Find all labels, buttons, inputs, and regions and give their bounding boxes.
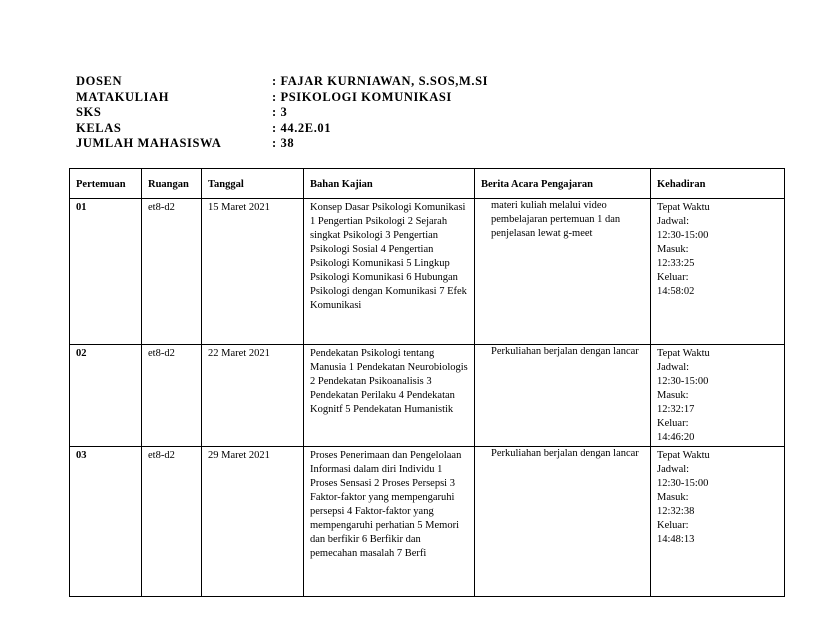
header-row-jumlah	[76, 136, 596, 152]
tanggal-cell: 29 Maret 2021	[202, 447, 304, 597]
matakuliah-label: MATAKULIAH	[76, 89, 170, 104]
kelas-label: KELAS	[76, 120, 122, 135]
keluar-label: Keluar:	[657, 520, 689, 531]
kehadiran-cell	[651, 447, 785, 597]
sks-value: : 3	[272, 105, 288, 119]
berita-acara-cell: materi kuliah melalui video pembelajaran pertemuan 1 dan penjelasan lewat g-meet	[475, 199, 651, 345]
jadwal-label: Jadwal:	[657, 362, 690, 373]
column-header: Kehadiran	[651, 169, 785, 199]
header-row-kelas	[76, 121, 596, 137]
sks-label: SKS	[76, 105, 102, 119]
column-header: Bahan Kajian	[304, 169, 475, 199]
keluar-value: 14:58:02	[657, 286, 695, 297]
column-header: Ruangan	[142, 169, 202, 199]
dosen-label: DOSEN	[76, 74, 123, 88]
kehadiran-status: Tepat Waktu	[657, 202, 710, 213]
masuk-value: 12:32:17	[657, 404, 695, 415]
bahan-kajian-cell: Pendekatan Psikologi tentang Manusia 1 Pendekatan Neurobiologis 2 Pendekatan Psikoanalisis 3 Pendekatan Perilaku 4 Pendekatan Kognitf 5 Pendekatan Humanistik	[304, 345, 475, 447]
header-row-sks	[76, 105, 596, 121]
jadwal-label: Jadwal:	[657, 216, 690, 227]
masuk-label: Masuk:	[657, 390, 689, 401]
matakuliah-value: : PSIKOLOGI KOMUNIKASI	[272, 89, 452, 104]
table-row	[70, 345, 785, 447]
tanggal-cell: 22 Maret 2021	[202, 345, 304, 447]
pertemuan-cell: 02	[70, 345, 142, 447]
pertemuan-cell: 03	[70, 447, 142, 597]
masuk-label: Masuk:	[657, 244, 689, 255]
jumlah-value: : 38	[272, 136, 295, 150]
table-row	[70, 447, 785, 597]
attendance-table	[69, 168, 785, 597]
kehadiran-cell	[651, 199, 785, 345]
kehadiran-status: Tepat Waktu	[657, 348, 710, 359]
header-row-matakuliah	[76, 90, 596, 106]
jadwal-value: 12:30-15:00	[657, 230, 709, 241]
jumlah-label: JUMLAH MAHASISWA	[76, 136, 222, 150]
column-header: Tanggal	[202, 169, 304, 199]
jadwal-label: Jadwal:	[657, 464, 690, 475]
document-header	[76, 74, 596, 152]
masuk-value: 12:32:38	[657, 506, 695, 517]
bahan-kajian-cell: Konsep Dasar Psikologi Komunikasi 1 Pengertian Psikologi 2 Sejarah singkat Psikologi 3 Pengertian Psikologi Sosial 4 Pengertian Psikologi Komunikasi 5 Lingkup Psikologi Komunikasi 6 Hubungan Psikologi dengan Komunikasi 7 Efek Komunikasi	[304, 199, 475, 345]
column-header: Berita Acara Pengajaran	[475, 169, 651, 199]
keluar-label: Keluar:	[657, 418, 689, 429]
keluar-label: Keluar:	[657, 272, 689, 283]
ruangan-cell: et8-d2	[142, 199, 202, 345]
header-row-dosen	[76, 74, 596, 90]
tanggal-cell: 15 Maret 2021	[202, 199, 304, 345]
ruangan-cell: et8-d2	[142, 345, 202, 447]
column-header: Pertemuan	[70, 169, 142, 199]
kehadiran-status: Tepat Waktu	[657, 450, 710, 461]
berita-acara-cell: Perkuliahan berjalan dengan lancar	[475, 447, 651, 597]
jadwal-value: 12:30-15:00	[657, 376, 709, 387]
kehadiran-cell	[651, 345, 785, 447]
masuk-value: 12:33:25	[657, 258, 695, 269]
table-header-row	[70, 169, 785, 199]
berita-acara-cell: Perkuliahan berjalan dengan lancar	[475, 345, 651, 447]
bahan-kajian-cell: Proses Penerimaan dan Pengelolaan Informasi dalam diri Individu 1 Proses Sensasi 2 Proses Persepsi 3 Faktor-faktor yang mempengaruhi persepsi 4 Faktor-faktor yang mempengaruhi perhatian 5 Memori dan berfikir 6 Berfikir dan pemecahan masalah 7 Berfi	[304, 447, 475, 597]
pertemuan-cell: 01	[70, 199, 142, 345]
dosen-value: : FAJAR KURNIAWAN, S.SOS,M.SI	[272, 74, 489, 88]
jadwal-value: 12:30-15:00	[657, 478, 709, 489]
keluar-value: 14:48:13	[657, 534, 695, 545]
masuk-label: Masuk:	[657, 492, 689, 503]
ruangan-cell: et8-d2	[142, 447, 202, 597]
kelas-value: : 44.2E.01	[272, 120, 332, 135]
table-row	[70, 199, 785, 345]
keluar-value: 14:46:20	[657, 432, 695, 443]
